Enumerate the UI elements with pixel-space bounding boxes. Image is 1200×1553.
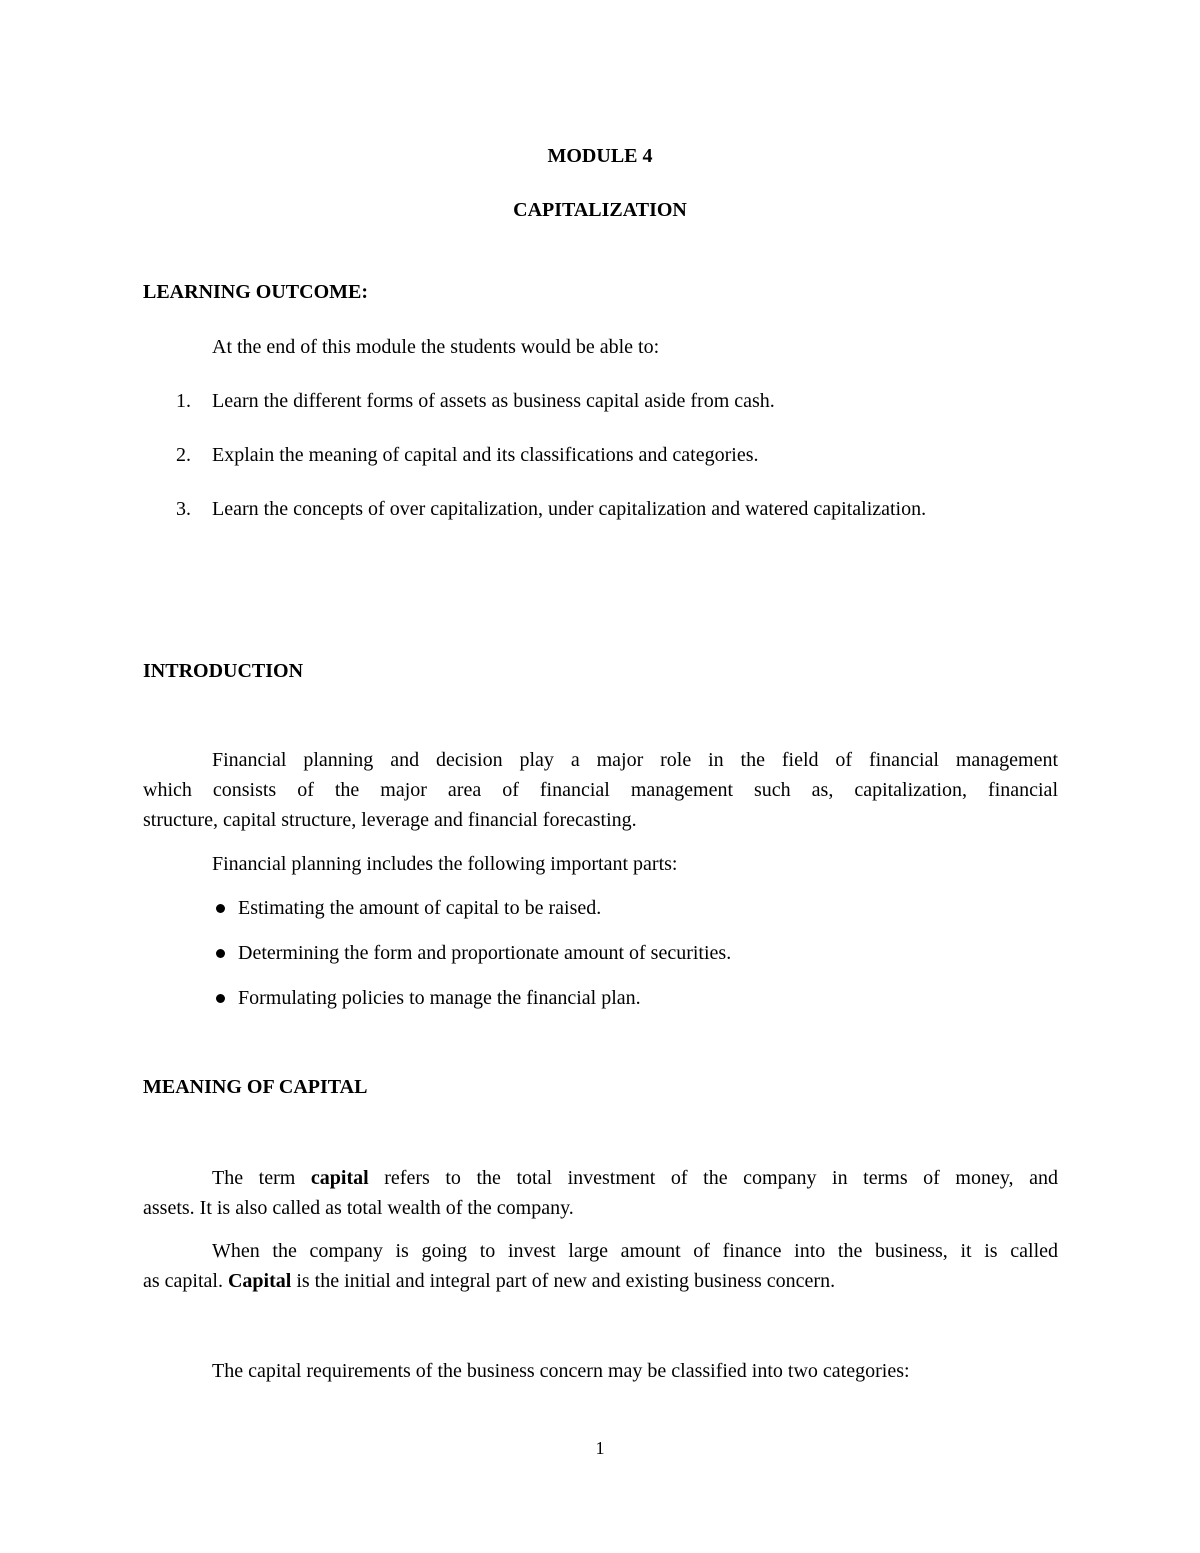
module-label: MODULE 4 <box>547 145 653 167</box>
paragraph-line: which consists of the major area of financial management such as, capitalization, financial <box>143 779 1058 801</box>
bullet-icon <box>216 994 225 1003</box>
learning-outcome-intro: At the end of this module the students would be able to: <box>212 336 660 358</box>
paragraph-line: assets. It is also called as total wealth of the company. <box>143 1197 574 1219</box>
bullet-icon <box>216 904 225 913</box>
paragraph-line: structure, capital structure, leverage and financial forecasting. <box>143 809 637 831</box>
list-item-text: Explain the meaning of capital and its classifications and categories. <box>212 444 759 466</box>
list-item-text: Formulating policies to manage the financial plan. <box>238 987 641 1009</box>
paragraph-line: When the company is going to invest large amount of finance into the business, it is called <box>212 1240 1058 1262</box>
document-title: CAPITALIZATION <box>513 199 687 221</box>
learning-outcome-heading: LEARNING OUTCOME: <box>143 281 369 303</box>
planning-parts-intro: Financial planning includes the following important parts: <box>212 853 678 875</box>
meaning-of-capital-heading: MEANING OF CAPITAL <box>143 1076 368 1098</box>
list-item-text: Determining the form and proportionate amount of securities. <box>238 942 732 964</box>
text-segment: refers to the total investment of the company in terms of money, and <box>368 1167 1058 1189</box>
list-item-text: Learn the concepts of over capitalization, under capitalization and watered capitalization. <box>212 498 927 520</box>
page-number: 1 <box>595 1438 605 1458</box>
text-segment: is the initial and integral part of new and existing business concern. <box>291 1270 836 1292</box>
list-item-text: Estimating the amount of capital to be raised. <box>238 897 602 919</box>
text-segment: as capital. <box>143 1270 228 1292</box>
paragraph-line <box>212 1164 1058 1192</box>
list-item-text: Learn the different forms of assets as business capital aside from cash. <box>212 390 775 412</box>
list-item-number: 2. <box>176 444 191 466</box>
bold-term: capital <box>310 1167 369 1189</box>
capital-categories-intro: The capital requirements of the business concern may be classified into two categories: <box>212 1360 910 1382</box>
bullet-icon <box>216 949 225 958</box>
introduction-heading: INTRODUCTION <box>143 660 304 682</box>
bold-term: Capital <box>227 1270 292 1292</box>
list-item-number: 1. <box>176 390 191 412</box>
list-item-number: 3. <box>176 498 191 520</box>
text-segment: The term <box>212 1167 311 1189</box>
paragraph-line: Financial planning and decision play a major role in the field of financial management <box>212 749 1058 771</box>
paragraph-line <box>143 1267 1058 1295</box>
